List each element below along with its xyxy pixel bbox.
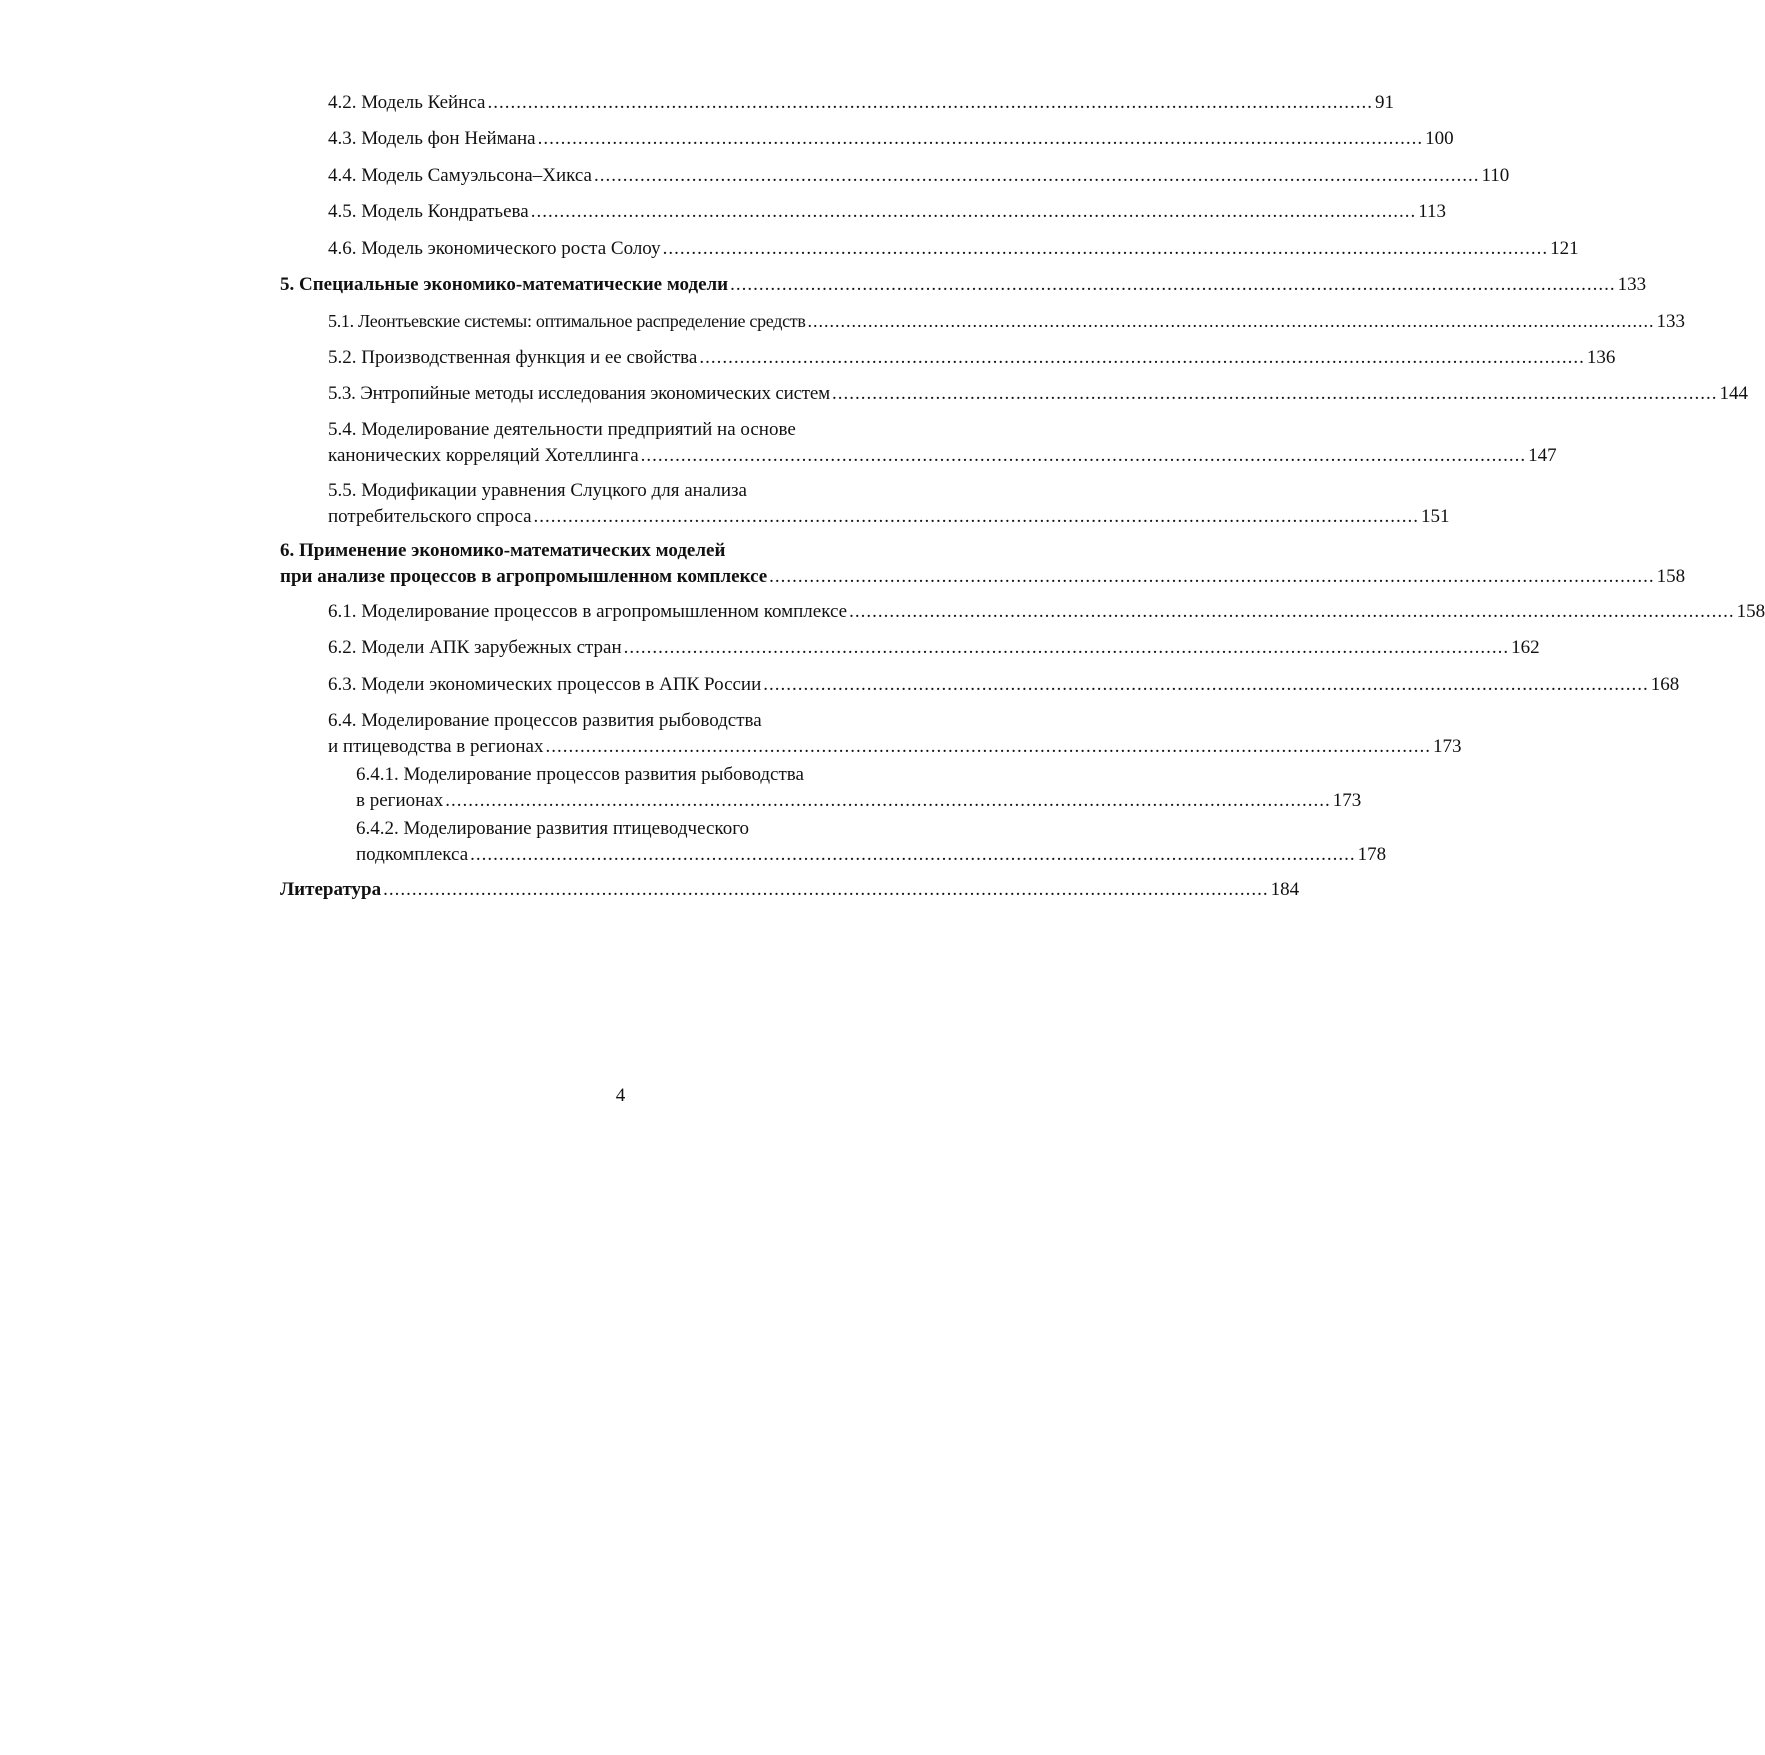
leader-dots: .......................................................................................................................................................... (763, 674, 1649, 695)
toc-entry-title-cont: канонических корреляций Хотеллинга (328, 445, 639, 466)
toc-entry-page: 133 (1617, 274, 1647, 295)
leader-dots: .......................................................................................................................................................... (533, 506, 1420, 527)
toc-entry-title-cont: и птицеводства в регионах (328, 736, 544, 757)
toc-entry-page: 100 (1425, 128, 1454, 149)
leader-dots: .......................................................................................................................................................... (807, 311, 1655, 331)
leader-dots: .......................................................................................................................................................... (445, 790, 1331, 811)
leader-dots: .......................................................................................................................................................... (730, 274, 1616, 295)
toc-entry-page: 110 (1481, 165, 1510, 186)
page-number: 4 (615, 1085, 626, 1106)
toc-entry-title: 6.1. Моделирование процессов в агропромышленном комплексе (328, 601, 848, 622)
toc-entry-title: 6.4.2. Моделирование развития птицеводческого (356, 818, 750, 839)
toc-entry-page: 162 (1511, 637, 1540, 658)
toc-entry-title: 4.6. Модель экономического роста Солоу (328, 238, 661, 259)
toc-entry-chapter-5[interactable] (280, 272, 1647, 298)
leader-dots: .......................................................................................................................................................... (831, 383, 1718, 404)
toc-entry-5-1[interactable] (280, 308, 1686, 335)
leader-dots: .......................................................................................................................................................... (623, 637, 1510, 658)
toc-entry-6-1[interactable] (280, 599, 1765, 625)
toc-entry-chapter-6[interactable] (280, 538, 1686, 590)
toc-entry-4-6[interactable] (280, 236, 1579, 262)
leader-dots: .......................................................................................................................................................... (537, 128, 1424, 149)
toc-entry-title-cont: подкомплекса (356, 844, 469, 865)
toc-entry-5-4[interactable] (280, 417, 1557, 469)
toc-entry-title: 6.4.1. Моделирование процессов развития рыбоводства (356, 764, 804, 785)
leader-dots: .......................................................................................................................................................... (594, 165, 1480, 186)
toc-entry-title-cont: потребительского спроса (328, 506, 532, 527)
leader-dots: .......................................................................................................................................................... (769, 566, 1655, 587)
leader-dots: .......................................................................................................................................................... (530, 201, 1417, 222)
toc-entry-title: 6.3. Модели экономических процессов в АПК России (328, 674, 762, 695)
toc-entry-page: 173 (1432, 736, 1462, 757)
leader-dots: .......................................................................................................................................................... (487, 92, 1373, 113)
toc-entry-page: 151 (1421, 506, 1450, 527)
leader-dots: .......................................................................................................................................................... (470, 844, 1356, 865)
leader-dots: .......................................................................................................................................................... (699, 347, 1585, 368)
toc-entry-title: 4.3. Модель фон Неймана (328, 128, 536, 149)
toc-entry-page: 121 (1550, 238, 1579, 259)
toc-entry-page: 133 (1656, 311, 1686, 332)
toc-entry-title: Литература (280, 879, 382, 900)
toc-entry-page: 184 (1270, 879, 1300, 900)
toc-entry-page: 158 (1736, 601, 1765, 622)
leader-dots: .......................................................................................................................................................... (849, 601, 1735, 622)
leader-dots: .......................................................................................................................................................... (662, 238, 1549, 259)
toc-entry-title: 5. Специальные экономико-математические модели (280, 274, 729, 295)
toc-entry-title: 4.4. Модель Самуэльсона–Хикса (328, 165, 592, 186)
toc-entry-title-cont: при анализе процессов в агропромышленном комплексе (280, 566, 768, 587)
toc-entry-page: 91 (1374, 92, 1394, 113)
toc-entry-title: 4.2. Модель Кейнса (328, 92, 486, 113)
toc-entry-references[interactable] (280, 877, 1300, 903)
toc-entry-page: 136 (1586, 347, 1616, 368)
toc-entry-4-3[interactable] (280, 126, 1454, 152)
toc-entry-page: 144 (1719, 383, 1748, 404)
toc-entry-title: 5.1. Леонтьевские системы: оптимальное распределение средств (328, 311, 806, 331)
toc-entry-title: 5.4. Моделирование деятельности предприятий на основе (328, 419, 796, 440)
toc-entry-4-2[interactable] (280, 90, 1394, 116)
toc-entry-page: 113 (1418, 201, 1446, 222)
toc-entry-page: 158 (1656, 566, 1686, 587)
toc-entry-page: 147 (1528, 445, 1557, 466)
toc-entry-6-4[interactable] (280, 708, 1462, 760)
toc-entry-title: 6.4. Моделирование процессов развития рыбоводства (328, 710, 762, 731)
toc-entry-5-2[interactable] (280, 345, 1616, 371)
toc-entry-title: 5.2. Производственная функция и ее свойства (328, 347, 698, 368)
toc-entry-page: 168 (1650, 674, 1680, 695)
toc-entry-title: 6.2. Модели АПК зарубежных стран (328, 637, 622, 658)
toc-entry-6-2[interactable] (280, 635, 1540, 661)
toc-entry-6-3[interactable] (280, 672, 1680, 698)
toc-entry-5-5[interactable] (280, 478, 1450, 530)
toc-entry-4-5[interactable] (280, 199, 1446, 225)
toc-entry-4-4[interactable] (280, 163, 1510, 189)
toc-entry-title: 5.5. Модификации уравнения Слуцкого для анализа (328, 480, 747, 501)
toc-entry-page: 178 (1357, 844, 1387, 865)
toc-entry-title-cont: в регионах (356, 790, 444, 811)
toc-entry-title: 4.5. Модель Кондратьева (328, 201, 529, 222)
toc-entry-page: 173 (1332, 790, 1362, 811)
toc-entry-6-4-2[interactable] (280, 816, 1387, 868)
toc-entry-title: 5.3. Энтропийные методы исследования экономических систем (328, 383, 830, 404)
toc-entry-title: 6. Применение экономико-математических моделей (280, 540, 726, 561)
leader-dots: .......................................................................................................................................................... (640, 445, 1527, 466)
toc-entry-6-4-1[interactable] (280, 762, 1362, 814)
leader-dots: .......................................................................................................................................................... (545, 736, 1431, 757)
toc-entry-5-3[interactable] (280, 381, 1748, 407)
leader-dots: .......................................................................................................................................................... (383, 879, 1269, 900)
